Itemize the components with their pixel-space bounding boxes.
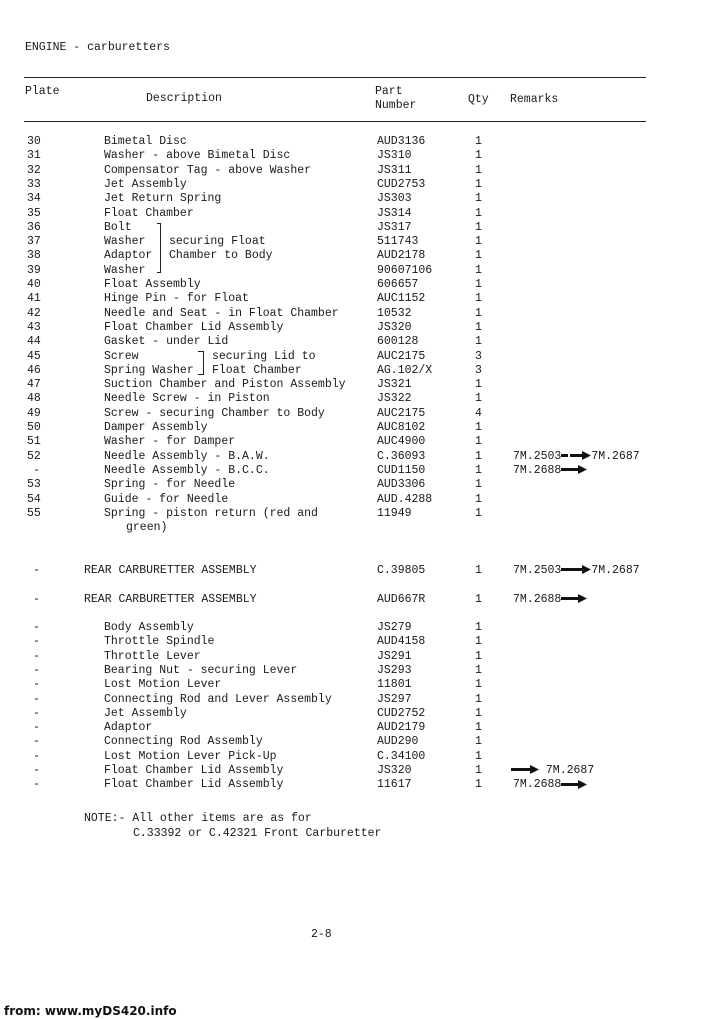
plate-number: - bbox=[33, 649, 40, 663]
part-description: Needle Assembly - B.C.C. bbox=[104, 463, 270, 477]
part-description: REAR CARBURETTER ASSEMBLY bbox=[84, 593, 257, 606]
quantity: 1 bbox=[475, 392, 482, 406]
quantity: 1 bbox=[475, 564, 482, 577]
part-number: AUD3306 bbox=[377, 478, 426, 492]
plate-number: - bbox=[33, 778, 40, 792]
part-description: Jet Assembly bbox=[104, 177, 187, 191]
quantity: 1 bbox=[475, 692, 482, 706]
table-row bbox=[0, 320, 723, 335]
plate-number: - bbox=[33, 692, 40, 706]
table-row bbox=[0, 506, 723, 521]
quantity: 3 bbox=[475, 363, 482, 377]
table-row bbox=[0, 434, 723, 449]
plate-number: 46 bbox=[27, 363, 41, 377]
part-number: JS303 bbox=[377, 192, 412, 206]
table-row bbox=[0, 220, 723, 235]
plate-number: - bbox=[33, 593, 40, 606]
plate-number: 50 bbox=[27, 421, 41, 434]
plate-number: 35 bbox=[27, 206, 41, 220]
part-description: Float Assembly bbox=[104, 278, 201, 291]
part-number: AUC4900 bbox=[377, 435, 426, 449]
plate-number: - bbox=[33, 764, 40, 777]
part-number: JS321 bbox=[377, 378, 412, 392]
quantity: 1 bbox=[475, 220, 482, 234]
part-description: Lost Motion Lever Pick-Up bbox=[104, 749, 277, 763]
part-number: JS320 bbox=[377, 320, 412, 334]
part-number: C.36093 bbox=[377, 449, 426, 463]
plate-number: - bbox=[33, 735, 40, 749]
part-number: AUD2179 bbox=[377, 721, 426, 735]
part-number: AUC2175 bbox=[377, 349, 426, 363]
part-number: C.34100 bbox=[377, 749, 426, 763]
quantity: 1 bbox=[475, 235, 482, 249]
quantity: 1 bbox=[475, 478, 482, 492]
part-number: JS311 bbox=[377, 163, 412, 177]
remarks-to: 7M.2687 bbox=[545, 764, 595, 777]
plate-number: 32 bbox=[27, 163, 41, 177]
remarks-from: 7M.2688 bbox=[513, 463, 562, 477]
table-row bbox=[0, 134, 723, 149]
arrow-right-icon bbox=[561, 565, 591, 574]
group-note-lid-1: securing Lid to bbox=[212, 349, 316, 363]
part-number: 10532 bbox=[377, 306, 412, 320]
part-description: Compensator Tag - above Washer bbox=[104, 163, 312, 177]
part-description: Guide - for Needle bbox=[104, 492, 229, 506]
quantity: 1 bbox=[475, 263, 482, 277]
quantity: 1 bbox=[475, 735, 482, 749]
plate-number: 49 bbox=[27, 406, 41, 420]
quantity: 1 bbox=[475, 649, 482, 663]
part-number: AUD4158 bbox=[377, 635, 426, 649]
group-note-float-1: securing Float bbox=[169, 235, 266, 248]
quantity: 1 bbox=[475, 435, 482, 449]
part-description: Screw - securing Chamber to Body bbox=[104, 406, 325, 420]
part-number: AUC8102 bbox=[377, 421, 426, 434]
remarks-to: 7M.2687 bbox=[591, 564, 640, 577]
part-number: AUC1152 bbox=[377, 292, 426, 306]
group-note-float-2: Chamber to Body bbox=[169, 249, 273, 263]
note-line-2: C.33392 or C.42321 Front Carburetter bbox=[133, 827, 382, 840]
table-row bbox=[0, 492, 723, 507]
group-bracket-lid-top bbox=[198, 351, 203, 352]
quantity: 1 bbox=[475, 721, 482, 735]
table-row bbox=[0, 449, 723, 464]
table-row bbox=[0, 692, 723, 707]
header-top-rule bbox=[24, 77, 646, 78]
part-description-continuation: green) bbox=[126, 521, 168, 535]
quantity: 1 bbox=[475, 421, 482, 434]
table-row bbox=[0, 677, 723, 692]
part-number: AUC2175 bbox=[377, 406, 426, 420]
plate-number: - bbox=[33, 749, 40, 763]
plate-number: - bbox=[33, 663, 40, 677]
part-number: AUD3136 bbox=[377, 135, 426, 148]
table-row bbox=[0, 720, 723, 735]
plate-number: 31 bbox=[27, 149, 41, 163]
part-description: Throttle Spindle bbox=[104, 635, 215, 649]
remarks-to: 7M.2687 bbox=[591, 449, 640, 463]
remarks bbox=[513, 463, 587, 478]
plate-number: 41 bbox=[27, 292, 41, 306]
plate-number: 45 bbox=[27, 349, 41, 363]
remarks-from: 7M.2503 bbox=[513, 564, 562, 577]
plate-number: 47 bbox=[27, 378, 41, 392]
part-description: Adaptor bbox=[104, 249, 153, 263]
col-header-part-2: Number bbox=[375, 99, 417, 112]
arrow-right-icon bbox=[561, 594, 587, 603]
table-row bbox=[0, 592, 723, 607]
table-row bbox=[0, 763, 723, 778]
table-row bbox=[0, 420, 723, 435]
plate-number: 39 bbox=[27, 263, 41, 277]
quantity: 1 bbox=[475, 206, 482, 220]
quantity: 1 bbox=[475, 306, 482, 320]
part-number: AUD2178 bbox=[377, 249, 426, 263]
quantity: 1 bbox=[475, 678, 482, 692]
quantity: 1 bbox=[475, 593, 482, 606]
quantity: 1 bbox=[475, 135, 482, 148]
part-number: JS310 bbox=[377, 149, 412, 163]
quantity: 1 bbox=[475, 292, 482, 306]
part-number: JS279 bbox=[377, 621, 412, 634]
table-row bbox=[0, 749, 723, 764]
part-number: JS320 bbox=[377, 764, 412, 777]
quantity: 1 bbox=[475, 449, 482, 463]
part-description: Body Assembly bbox=[104, 621, 194, 634]
quantity: 3 bbox=[475, 349, 482, 363]
group-bracket-float bbox=[160, 223, 161, 273]
quantity: 1 bbox=[475, 249, 482, 263]
table-row bbox=[0, 377, 723, 392]
part-description: Needle Assembly - B.A.W. bbox=[104, 449, 270, 463]
part-description: Bimetal Disc bbox=[104, 135, 187, 148]
table-row bbox=[0, 734, 723, 749]
table-row bbox=[0, 206, 723, 221]
part-description: Washer bbox=[104, 263, 146, 277]
header-bottom-rule bbox=[24, 121, 646, 122]
arrow-right-icon bbox=[561, 451, 591, 460]
remarks bbox=[513, 777, 587, 792]
table-row bbox=[0, 277, 723, 292]
table-row bbox=[0, 177, 723, 192]
quantity: 1 bbox=[475, 163, 482, 177]
plate-number: 34 bbox=[27, 192, 41, 206]
remarks bbox=[513, 563, 640, 578]
part-number: JS291 bbox=[377, 649, 412, 663]
part-number: 11949 bbox=[377, 506, 412, 520]
part-description: Damper Assembly bbox=[104, 421, 208, 434]
part-description: Screw bbox=[104, 349, 139, 363]
plate-number: 52 bbox=[27, 449, 41, 463]
table-row bbox=[0, 406, 723, 421]
part-description: Float Chamber bbox=[104, 206, 194, 220]
col-header-part-1: Part bbox=[375, 85, 403, 98]
plate-number: 55 bbox=[27, 506, 41, 520]
part-description: Spring - for Needle bbox=[104, 478, 236, 492]
plate-number: 37 bbox=[27, 235, 41, 249]
quantity: 1 bbox=[475, 278, 482, 291]
part-description: Lost Motion Lever bbox=[104, 678, 222, 692]
quantity: 1 bbox=[475, 749, 482, 763]
quantity: 1 bbox=[475, 492, 482, 506]
quantity: 1 bbox=[475, 706, 482, 720]
part-description: Needle Screw - in Piston bbox=[104, 392, 270, 406]
plate-number: 44 bbox=[27, 335, 41, 349]
table-row bbox=[0, 334, 723, 349]
part-description: Jet Assembly bbox=[104, 706, 187, 720]
table-row bbox=[0, 234, 723, 249]
plate-number: - bbox=[33, 635, 40, 649]
part-description: Washer - above Bimetal Disc bbox=[104, 149, 291, 163]
remarks bbox=[513, 449, 640, 464]
plate-number: 36 bbox=[27, 220, 41, 234]
group-bracket-float-bottom bbox=[157, 272, 160, 273]
quantity: 1 bbox=[475, 463, 482, 477]
part-number: 606657 bbox=[377, 278, 419, 291]
plate-number: 42 bbox=[27, 306, 41, 320]
plate-number: - bbox=[33, 463, 40, 477]
part-number: JS293 bbox=[377, 663, 412, 677]
part-description: Needle and Seat - in Float Chamber bbox=[104, 306, 339, 320]
table-row-continuation bbox=[0, 520, 723, 535]
part-description: Jet Return Spring bbox=[104, 192, 222, 206]
table-row bbox=[0, 649, 723, 664]
table-row bbox=[0, 777, 723, 792]
part-description: Gasket - under Lid bbox=[104, 335, 229, 349]
plate-number: 43 bbox=[27, 320, 41, 334]
plate-number: 51 bbox=[27, 435, 41, 449]
group-bracket-lid bbox=[203, 351, 204, 375]
remarks-from: 7M.2688 bbox=[513, 778, 562, 792]
part-description: Bearing Nut - securing Lever bbox=[104, 663, 298, 677]
part-description: Connecting Rod Assembly bbox=[104, 735, 263, 749]
plate-number: - bbox=[33, 721, 40, 735]
part-number: JS314 bbox=[377, 206, 412, 220]
part-number: AUD667R bbox=[377, 593, 426, 606]
part-description: Float Chamber Lid Assembly bbox=[104, 778, 284, 792]
part-description: Washer bbox=[104, 235, 146, 249]
part-description: REAR CARBURETTER ASSEMBLY bbox=[84, 564, 257, 577]
table-row bbox=[0, 349, 723, 364]
part-number: AUD290 bbox=[377, 735, 419, 749]
part-number: JS322 bbox=[377, 392, 412, 406]
remarks bbox=[511, 763, 594, 778]
part-description: Washer - for Damper bbox=[104, 435, 236, 449]
remarks bbox=[513, 592, 587, 607]
part-number: 90607106 bbox=[377, 263, 433, 277]
plate-number: 38 bbox=[27, 249, 41, 263]
part-number: JS317 bbox=[377, 220, 412, 234]
part-description: Throttle Lever bbox=[104, 649, 201, 663]
quantity: 1 bbox=[475, 192, 482, 206]
part-number: CUD2752 bbox=[377, 706, 426, 720]
part-number: 11801 bbox=[377, 678, 412, 692]
table-row bbox=[0, 291, 723, 306]
section-title: ENGINE - carburetters bbox=[25, 41, 170, 54]
table-row bbox=[0, 263, 723, 278]
plate-number: 53 bbox=[27, 478, 41, 492]
group-bracket-float-top bbox=[157, 223, 160, 224]
page-number: 2-8 bbox=[311, 928, 332, 941]
part-number: 11617 bbox=[377, 778, 412, 792]
quantity: 1 bbox=[475, 177, 482, 191]
note-line-1: NOTE:- All other items are as for bbox=[84, 812, 312, 825]
quantity: 1 bbox=[475, 506, 482, 520]
plate-number: 30 bbox=[27, 135, 41, 148]
part-description: Bolt bbox=[104, 220, 132, 234]
part-description: Spring Washer bbox=[104, 363, 194, 377]
part-description: Spring - piston return (red and bbox=[104, 506, 318, 520]
table-row bbox=[0, 248, 723, 263]
part-number: C.39805 bbox=[377, 564, 426, 577]
part-description: Hinge Pin - for Float bbox=[104, 292, 249, 306]
table-row bbox=[0, 463, 723, 478]
plate-number: - bbox=[33, 706, 40, 720]
plate-number: - bbox=[33, 678, 40, 692]
col-header-plate: Plate bbox=[25, 85, 60, 98]
part-number: AUD.4288 bbox=[377, 492, 433, 506]
quantity: 1 bbox=[475, 335, 482, 349]
table-row bbox=[0, 391, 723, 406]
arrow-right-icon bbox=[561, 780, 587, 789]
arrow-right-icon bbox=[561, 465, 587, 474]
table-row bbox=[0, 663, 723, 678]
part-number: 511743 bbox=[377, 235, 419, 249]
quantity: 4 bbox=[475, 406, 482, 420]
group-note-lid-2: Float Chamber bbox=[212, 363, 302, 377]
table-row bbox=[0, 191, 723, 206]
part-number: CUD2753 bbox=[377, 177, 426, 191]
arrow-right-icon bbox=[511, 765, 539, 774]
quantity: 1 bbox=[475, 149, 482, 163]
plate-number: 48 bbox=[27, 392, 41, 406]
part-number: CUD1150 bbox=[377, 463, 426, 477]
col-header-remarks: Remarks bbox=[510, 93, 559, 106]
plate-number: - bbox=[33, 621, 40, 634]
part-description: Float Chamber Lid Assembly bbox=[104, 764, 284, 777]
group-bracket-lid-bottom bbox=[198, 374, 203, 375]
part-description: Connecting Rod and Lever Assembly bbox=[104, 692, 332, 706]
table-row bbox=[0, 148, 723, 163]
quantity: 1 bbox=[475, 778, 482, 792]
plate-number: 33 bbox=[27, 177, 41, 191]
footer-source: from: www.myDS420.info bbox=[4, 1004, 177, 1018]
part-description: Suction Chamber and Piston Assembly bbox=[104, 378, 346, 392]
col-header-qty: Qty bbox=[468, 93, 489, 106]
quantity: 1 bbox=[475, 764, 482, 777]
quantity: 1 bbox=[475, 378, 482, 392]
plate-number: 40 bbox=[27, 278, 41, 291]
quantity: 1 bbox=[475, 320, 482, 334]
part-number: AG.102/X bbox=[377, 363, 433, 377]
table-row bbox=[0, 477, 723, 492]
table-row bbox=[0, 306, 723, 321]
quantity: 1 bbox=[475, 621, 482, 634]
part-number: JS297 bbox=[377, 692, 412, 706]
quantity: 1 bbox=[475, 663, 482, 677]
table-row bbox=[0, 620, 723, 635]
table-row bbox=[0, 634, 723, 649]
part-number: 600128 bbox=[377, 335, 419, 349]
col-header-description: Description bbox=[146, 92, 222, 105]
part-description: Adaptor bbox=[104, 721, 153, 735]
remarks-from: 7M.2688 bbox=[513, 593, 562, 606]
plate-number: 54 bbox=[27, 492, 41, 506]
plate-number: - bbox=[33, 564, 40, 577]
table-row bbox=[0, 163, 723, 178]
remarks-from: 7M.2503 bbox=[513, 449, 562, 463]
part-description: Float Chamber Lid Assembly bbox=[104, 320, 284, 334]
table-row bbox=[0, 363, 723, 378]
table-row bbox=[0, 706, 723, 721]
table-row bbox=[0, 563, 723, 578]
quantity: 1 bbox=[475, 635, 482, 649]
